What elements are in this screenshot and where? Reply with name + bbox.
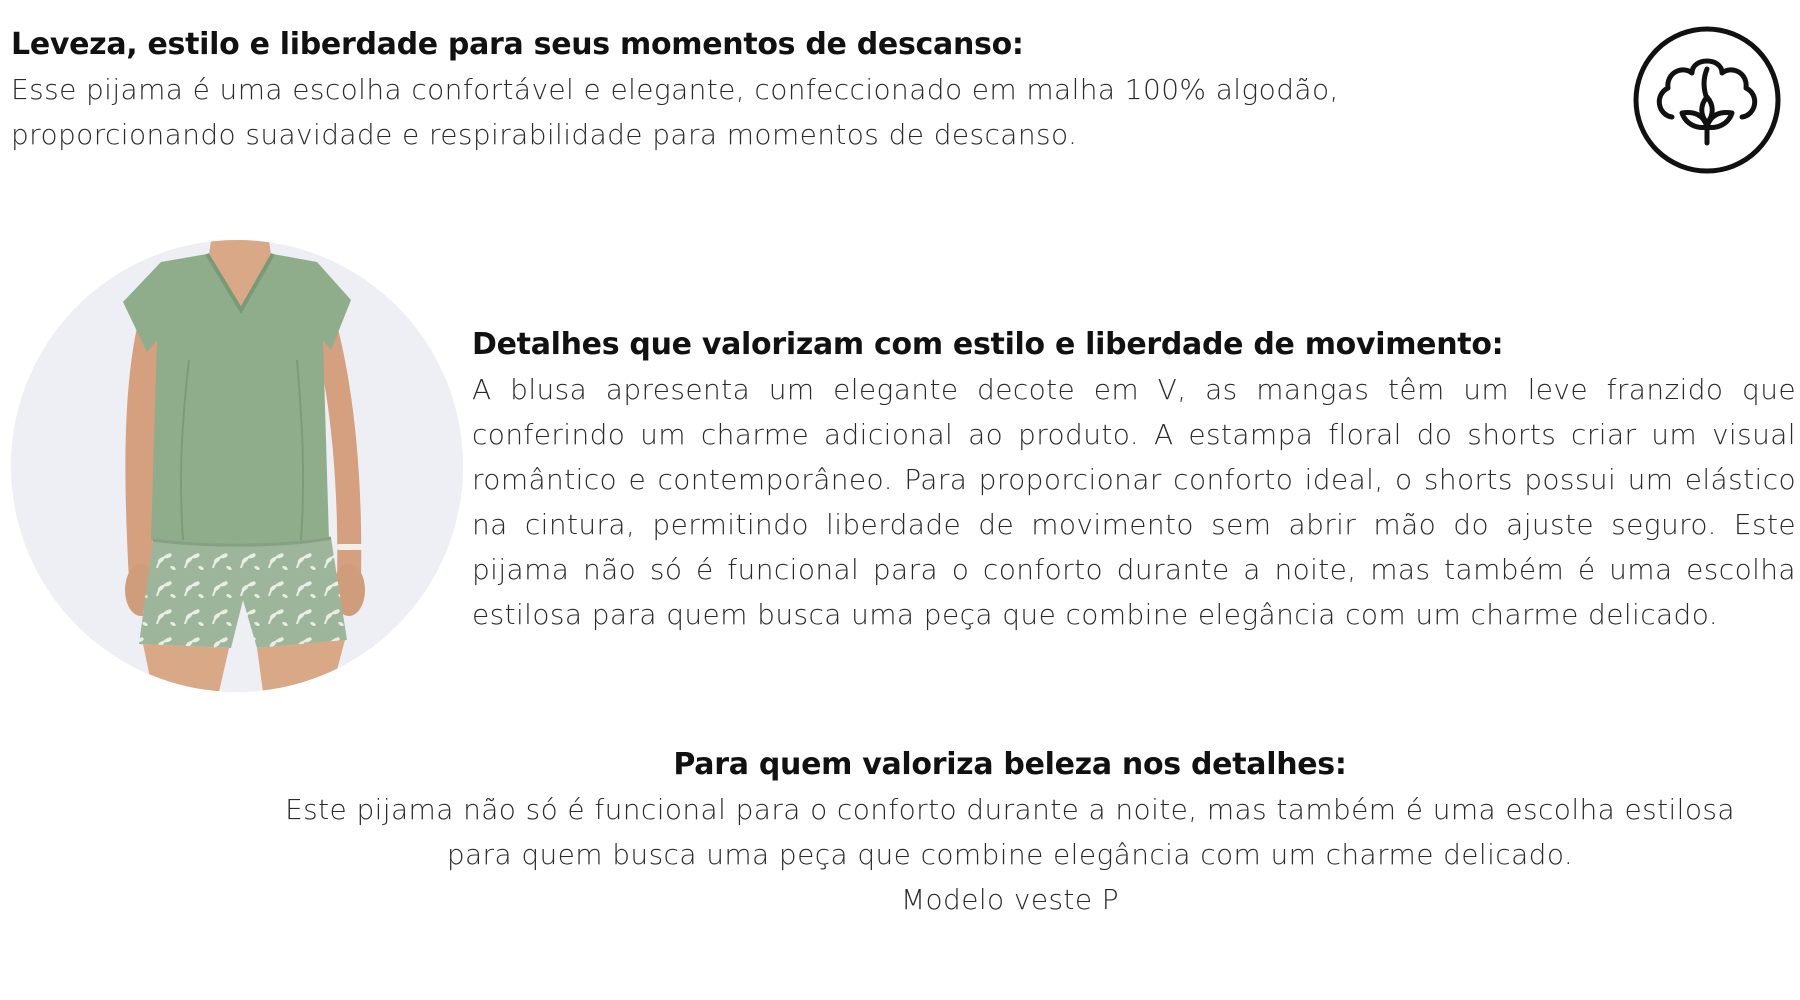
cotton-flower-icon [1632, 25, 1782, 175]
intro-section [11, 22, 1411, 157]
closing-heading: Para quem valoriza beleza nos detalhes: [673, 747, 1347, 782]
details-body: A blusa apresenta um elegante decote em V, as mangas têm um leve franzido que conferindo um charme adicional ao produto. A estampa floral do shorts criar um visual romântico e contemporâneo. Para proporcionar conforto ideal, o shorts possui um elástico na cintura, permitindo liberdade de movimento sem abrir mão do ajuste seguro. Este pijama não só é funcional para o conforto durante a noite, mas também é uma escolha estilosa para quem busca uma peça que combine elegância com um charme delicado. [472, 373, 1796, 631]
closing-line-1: Este pijama não só é funcional para o conforto durante a noite, mas também é uma escolha estilosa [285, 793, 1735, 826]
closing-line-2: para quem busca uma peça que combine elegância com um charme delicado. [446, 838, 1574, 871]
model-photo [11, 240, 463, 692]
details-section [472, 322, 1796, 637]
intro-body: Esse pijama é uma escolha confortável e elegante, confeccionado em malha 100% algodão, proporcionando suavidade e respirabilidade para momentos de descanso. [11, 73, 1339, 151]
closing-section [250, 742, 1770, 922]
model-size-note: Modelo veste P [900, 883, 1120, 916]
details-heading: Detalhes que valorizam com estilo e liberdade de movimento: [472, 327, 1504, 362]
intro-heading: Leveza, estilo e liberdade para seus momentos de descanso: [11, 27, 1024, 62]
